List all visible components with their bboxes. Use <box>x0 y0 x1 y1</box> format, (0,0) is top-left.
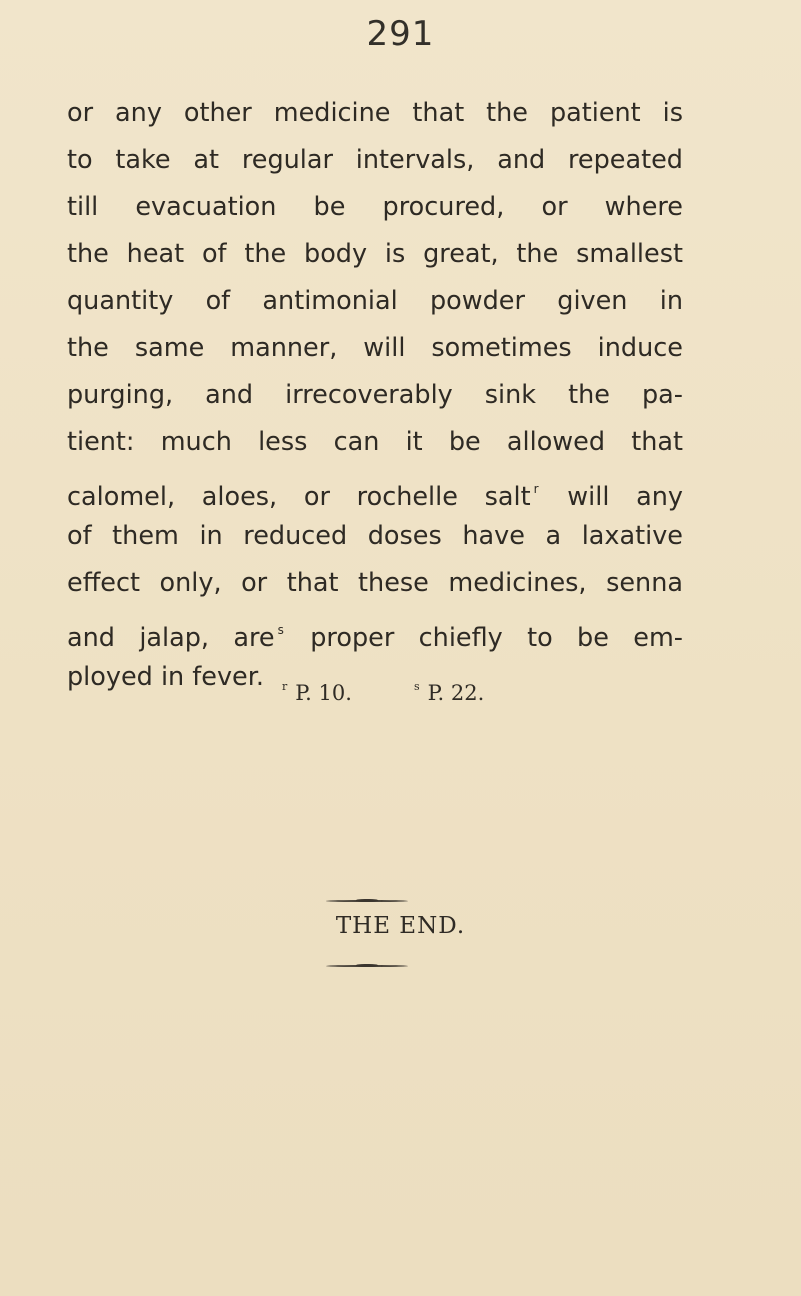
text-line: purging, and irrecoverably sink the pa- <box>67 380 683 410</box>
text-line-with-footnote <box>67 610 683 657</box>
text-line: the same manner, will sometimes induce <box>67 333 683 363</box>
text-line: the heat of the body is great, the smallest <box>67 239 683 269</box>
text-line: or any other medicine that the patient is <box>67 98 683 128</box>
text-line: to take at regular intervals, and repeated <box>67 145 683 175</box>
footnote <box>282 680 352 705</box>
closing-title: THE END. <box>335 913 466 939</box>
footnote-marker: r <box>533 482 539 496</box>
page-number: 291 <box>366 14 435 54</box>
footnote-text: P. 10. <box>295 681 352 705</box>
text-segment: will any <box>567 482 683 512</box>
text-line: till evacuation be procured, or where <box>67 192 683 222</box>
text-line-with-footnote <box>67 469 683 516</box>
text-line: quantity of antimonial powder given in <box>67 286 683 316</box>
footnote-marker: r <box>282 680 288 693</box>
ornamental-rule <box>326 965 408 967</box>
text-line: effect only, or that these medicines, senna <box>67 568 683 598</box>
footnote-marker: s <box>414 680 420 693</box>
footnote-text: P. 22. <box>427 681 485 705</box>
text-segment: and jalap, are <box>67 623 275 653</box>
ornamental-rule <box>326 900 408 902</box>
text-line: ployed in fever. <box>67 662 264 692</box>
text-line: of them in reduced doses have a laxative <box>67 521 683 551</box>
footnote-marker: s <box>277 623 284 637</box>
text-segment: proper chiefly to be em- <box>310 623 684 653</box>
text-line: tient: much less can it be allowed that <box>67 427 683 457</box>
footnote <box>414 680 484 705</box>
text-segment: calomel, aloes, or rochelle salt <box>67 482 531 512</box>
body-text <box>67 93 683 704</box>
